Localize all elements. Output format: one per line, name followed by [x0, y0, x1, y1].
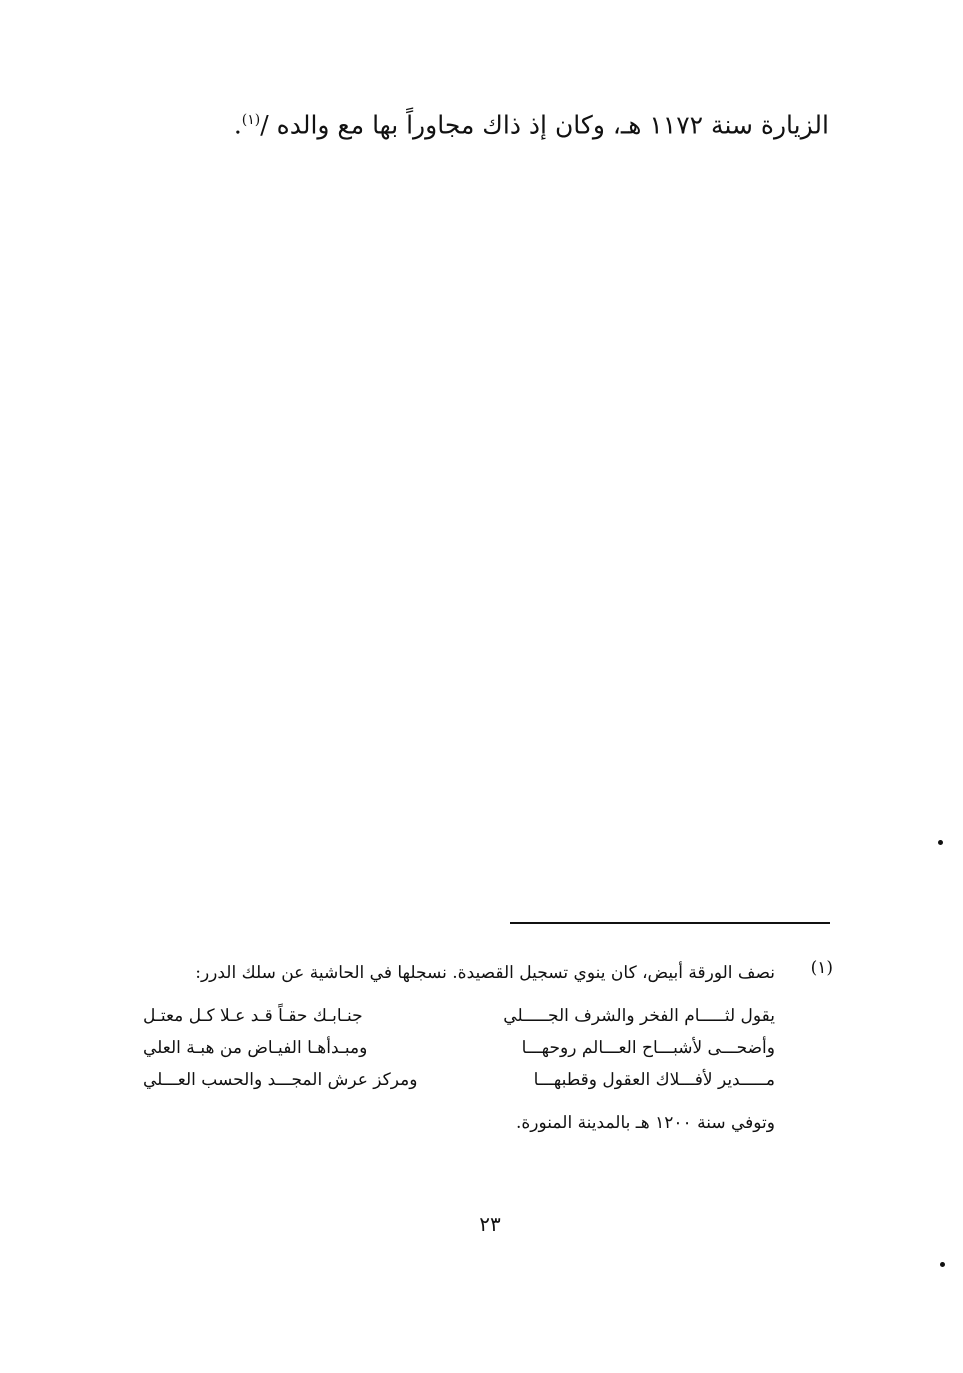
verse-first-hemistich: وأضحـــى لأشبـــاح العـــالم روحهـــا — [521, 1038, 775, 1058]
poem-verse — [143, 1032, 775, 1064]
verse-first-hemistich: مـــــدير لأفـــلاك العقول وقطبهـــا — [533, 1070, 775, 1090]
footnote-separator-rule — [510, 922, 830, 924]
poem-verse — [143, 1064, 775, 1096]
footnote-reference[interactable]: (١) — [241, 112, 261, 128]
main-text-body: الزيارة سنة ١١٧٢ هـ، وكان إذ ذاك مجاوراً بها مع والده / — [260, 110, 829, 140]
footnote-poem — [143, 1000, 775, 1096]
main-text-line — [129, 98, 829, 147]
verse-second-hemistich: ومبـدأهـا الفيـاض من هبـة العلي — [143, 1038, 368, 1058]
footnote-closing: وتوفي سنة ١٢٠٠ هـ بالمدينة المنورة. — [516, 1113, 775, 1133]
footnote-marker: (١) — [810, 958, 833, 978]
scan-speck — [940, 1262, 945, 1267]
page-number: ٢٣ — [479, 1212, 501, 1236]
scan-speck — [938, 840, 943, 845]
footnote — [143, 958, 833, 1138]
footnote-body — [143, 958, 775, 1138]
verse-second-hemistich: جنـابـك حقـاً قـد عـلا كـل معتـل — [143, 1006, 363, 1026]
verse-second-hemistich: ومركز عرش المجـــد والحسب العـــلي — [143, 1070, 418, 1090]
poem-verse — [143, 1000, 775, 1032]
footnote-intro: نصف الورقة أبيض، كان ينوي تسجيل القصيدة. نسجلها في الحاشية عن سلك الدرر: — [195, 963, 775, 983]
main-text-end: . — [233, 110, 242, 140]
verse-first-hemistich: يقول لثـــــام الفخر والشرف الجـــــلي — [503, 1006, 775, 1026]
